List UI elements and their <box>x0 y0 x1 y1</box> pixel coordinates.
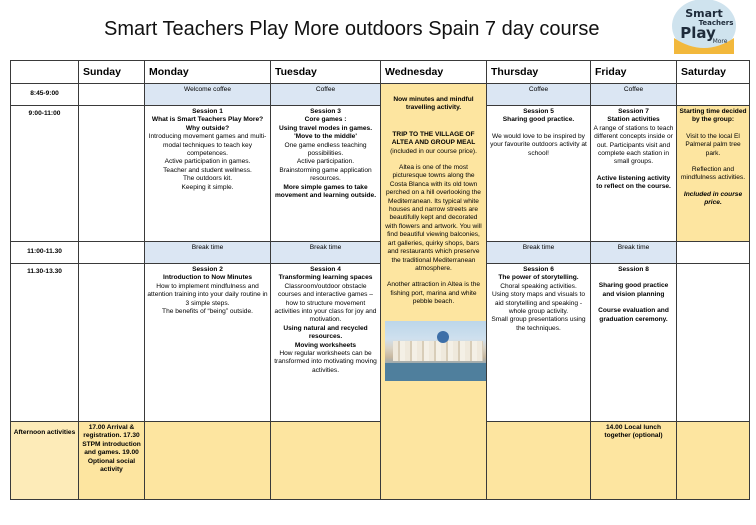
cell-thursday-afternoon <box>487 422 591 500</box>
break-text: Break time <box>617 244 650 251</box>
cell-monday-session1 <box>145 106 271 242</box>
session-heading: More simple games to take movement and learning outside. <box>274 183 377 200</box>
session-text: The outdoors kit. <box>182 175 233 183</box>
cell-friday-845 <box>591 84 677 106</box>
break-text: Break time <box>522 244 555 251</box>
time-1130: 11.30-13.30 <box>11 264 79 422</box>
session-heading: What is Smart Teachers Play More? <box>151 116 264 124</box>
cell-tuesday-afternoon <box>271 422 381 500</box>
session-heading: Sharing good practice. <box>502 116 575 124</box>
svg-text:More: More <box>712 38 728 45</box>
smart-teachers-logo <box>668 0 738 54</box>
cell-saturday-845 <box>677 84 750 106</box>
cell-sunday-1130 <box>79 264 145 422</box>
cell-thursday-845 <box>487 84 591 106</box>
svg-text:Smart: Smart <box>685 7 723 20</box>
session-text: Small group presentations using the techniques. <box>491 316 586 332</box>
cell-sunday-afternoon <box>79 422 145 500</box>
header-monday: Monday <box>145 61 271 84</box>
session-heading: 'Move to the middle' <box>294 133 357 141</box>
row-845 <box>11 84 750 106</box>
cell-sunday-900 <box>79 106 145 242</box>
coffee-text: Coffee <box>623 86 644 93</box>
session-heading: Active listening activity to reflect on the course. <box>596 174 671 191</box>
cell-saturday-1130 <box>677 264 750 422</box>
session-title: Session 2 <box>192 266 223 273</box>
cell-tuesday-session4 <box>271 264 381 422</box>
session-heading: Core games : <box>304 116 347 124</box>
session-text: Active participation in games. <box>164 158 251 166</box>
session-heading: Why outside? <box>185 124 230 132</box>
break-text: Break time <box>191 244 224 251</box>
cell-sunday-845 <box>79 84 145 106</box>
svg-text:Teachers: Teachers <box>698 19 734 27</box>
row-1130 <box>11 264 750 422</box>
header-tuesday: Tuesday <box>271 61 381 84</box>
session-title: Session 1 <box>192 108 223 115</box>
cell-saturday-activity <box>677 106 750 242</box>
cell-friday-session7 <box>591 106 677 242</box>
session-heading: Using travel modes in games. <box>278 124 373 132</box>
wed-trip3: (included in our course price). <box>390 147 477 155</box>
session-heading: Using natural and recycled resources. <box>283 324 368 341</box>
coffee-text: Coffee <box>315 86 336 93</box>
session-note: Included in course price. <box>683 190 743 207</box>
session-heading: Station activities <box>607 116 660 124</box>
session-text: Brainstorming game application resources. <box>279 166 372 183</box>
wed-trip2: ALTEA AND GROUP MEAL <box>391 139 476 147</box>
cell-thursday-session5 <box>487 106 591 242</box>
wed-altea-text: Altea is one of the most picturesque towns along the Costa Blanca with its old town perched on a hill overlooking the Mediterranean. Its typical white houses and narrow streets are beautifully kept and decorated with flowers and artwork. You will find beautiful viewing balconies, art galleries, quirky shops, bars and restaurants which preserve the traditional Mediterranean atmosphere. <box>385 164 482 272</box>
session-text: A range of stations to teach different concepts inside or out. Participants visit and complete each station in small groups. <box>593 124 674 166</box>
wed-line1: Now minutes and mindful <box>393 96 474 103</box>
cell-monday-break <box>145 242 271 264</box>
session-text: Introducing movement games and multi-modal techniques to teach key competences. <box>148 133 267 158</box>
row-afternoon <box>11 422 750 500</box>
session-heading: The power of storytelling. <box>498 274 579 282</box>
lunch-text: 14.00 Local lunch together (optional) <box>604 424 663 440</box>
page-title: Smart Teachers Play More outdoors Spain 7 day course <box>104 18 600 40</box>
session-text: Teacher and student wellness. <box>163 166 252 174</box>
cell-saturday-afternoon <box>677 422 750 500</box>
cell-monday-session2 <box>145 264 271 422</box>
session-text: How to implement mindfulness and attention training into your daily routine in 3 simple steps. <box>147 282 268 307</box>
session-text: Reflection and mindfulness activities. <box>680 166 746 182</box>
cell-tuesday-session3 <box>271 106 381 242</box>
session-text: Classroom/outdoor obstacle courses and interactive games – how to structure movement activities into your class for joy and motivation. <box>274 282 377 324</box>
break-text: Break time <box>309 244 342 251</box>
row-1100 <box>11 242 750 264</box>
cell-tuesday-845 <box>271 84 381 106</box>
session-text: One game endless teaching possibilities. <box>284 141 367 158</box>
cell-saturday-1100 <box>677 242 750 264</box>
altea-photo <box>385 321 487 381</box>
session-text: The benefits of “being” outside. <box>162 308 253 316</box>
header-wednesday: Wednesday <box>381 61 487 84</box>
cell-friday-break <box>591 242 677 264</box>
session-heading: Starting time decided by the group: <box>679 108 747 124</box>
cell-monday-845 <box>145 84 271 106</box>
session-heading: Introduction to Now Minutes <box>162 274 252 282</box>
session-text: Choral speaking activities. <box>500 282 577 290</box>
header-friday: Friday <box>591 61 677 84</box>
wed-attraction-text: Another attraction in Altea is the fishing port, marina and white pebble beach. <box>386 281 481 306</box>
cell-sunday-1100 <box>79 242 145 264</box>
session-title: Session 8 <box>618 266 649 273</box>
row-900 <box>11 106 750 242</box>
time-1100: 11:00-11.30 <box>11 242 79 264</box>
session-text: Active participation. <box>296 158 355 166</box>
cell-thursday-session6 <box>487 264 591 422</box>
header-row <box>11 61 750 84</box>
cell-friday-session8 <box>591 264 677 422</box>
session-title: Session 4 <box>310 266 341 273</box>
time-845: 8:45-9:00 <box>11 84 79 106</box>
session-heading: Moving worksheets <box>294 341 357 349</box>
session-text: We would love to be inspired by your favourite outdoors activity at school! <box>490 132 587 157</box>
session-title: Session 6 <box>523 266 554 273</box>
header-thursday: Thursday <box>487 61 591 84</box>
cell-wednesday-trip <box>381 84 487 500</box>
session-text: How regular worksheets can be transformed into motivating moving activities. <box>274 350 377 374</box>
session-heading: Sharing good practice and vision planning <box>598 282 669 298</box>
session-title: Session 7 <box>618 108 649 115</box>
cell-monday-afternoon <box>145 422 271 500</box>
cell-friday-afternoon <box>591 422 677 500</box>
session-heading: Transforming learning spaces <box>278 274 373 282</box>
session-title: Session 3 <box>310 108 341 115</box>
header-saturday: Saturday <box>677 61 750 84</box>
wed-line2: travelling activity. <box>405 104 462 112</box>
cell-thursday-break <box>487 242 591 264</box>
session-text: Keeping it simple. <box>181 183 234 191</box>
time-afternoon: Afternoon activities <box>11 422 79 500</box>
cell-tuesday-break <box>271 242 381 264</box>
session-heading: Course evaluation and graduation ceremony. <box>598 307 669 323</box>
session-title: Session 5 <box>523 108 554 115</box>
coffee-text: Coffee <box>528 86 549 93</box>
header-sunday: Sunday <box>79 61 145 84</box>
welcome-coffee-text: Welcome coffee <box>183 86 232 93</box>
session-text: Visit to the local El Palmeral palm tree park. <box>685 132 741 157</box>
svg-text:Play: Play <box>680 24 716 42</box>
time-900: 9:00-11:00 <box>11 106 79 242</box>
arrival-text: 17.00 Arrival & registration. 17.30 STPM introduction and games. 19.00 Optional social activity <box>82 424 141 474</box>
schedule-table <box>10 60 750 500</box>
header-blank <box>11 61 79 84</box>
session-text: Using story maps and visuals to aid storytelling and speaking - whole group activity. <box>491 291 586 316</box>
wed-trip1: TRIP TO THE VILLAGE OF <box>392 130 475 138</box>
